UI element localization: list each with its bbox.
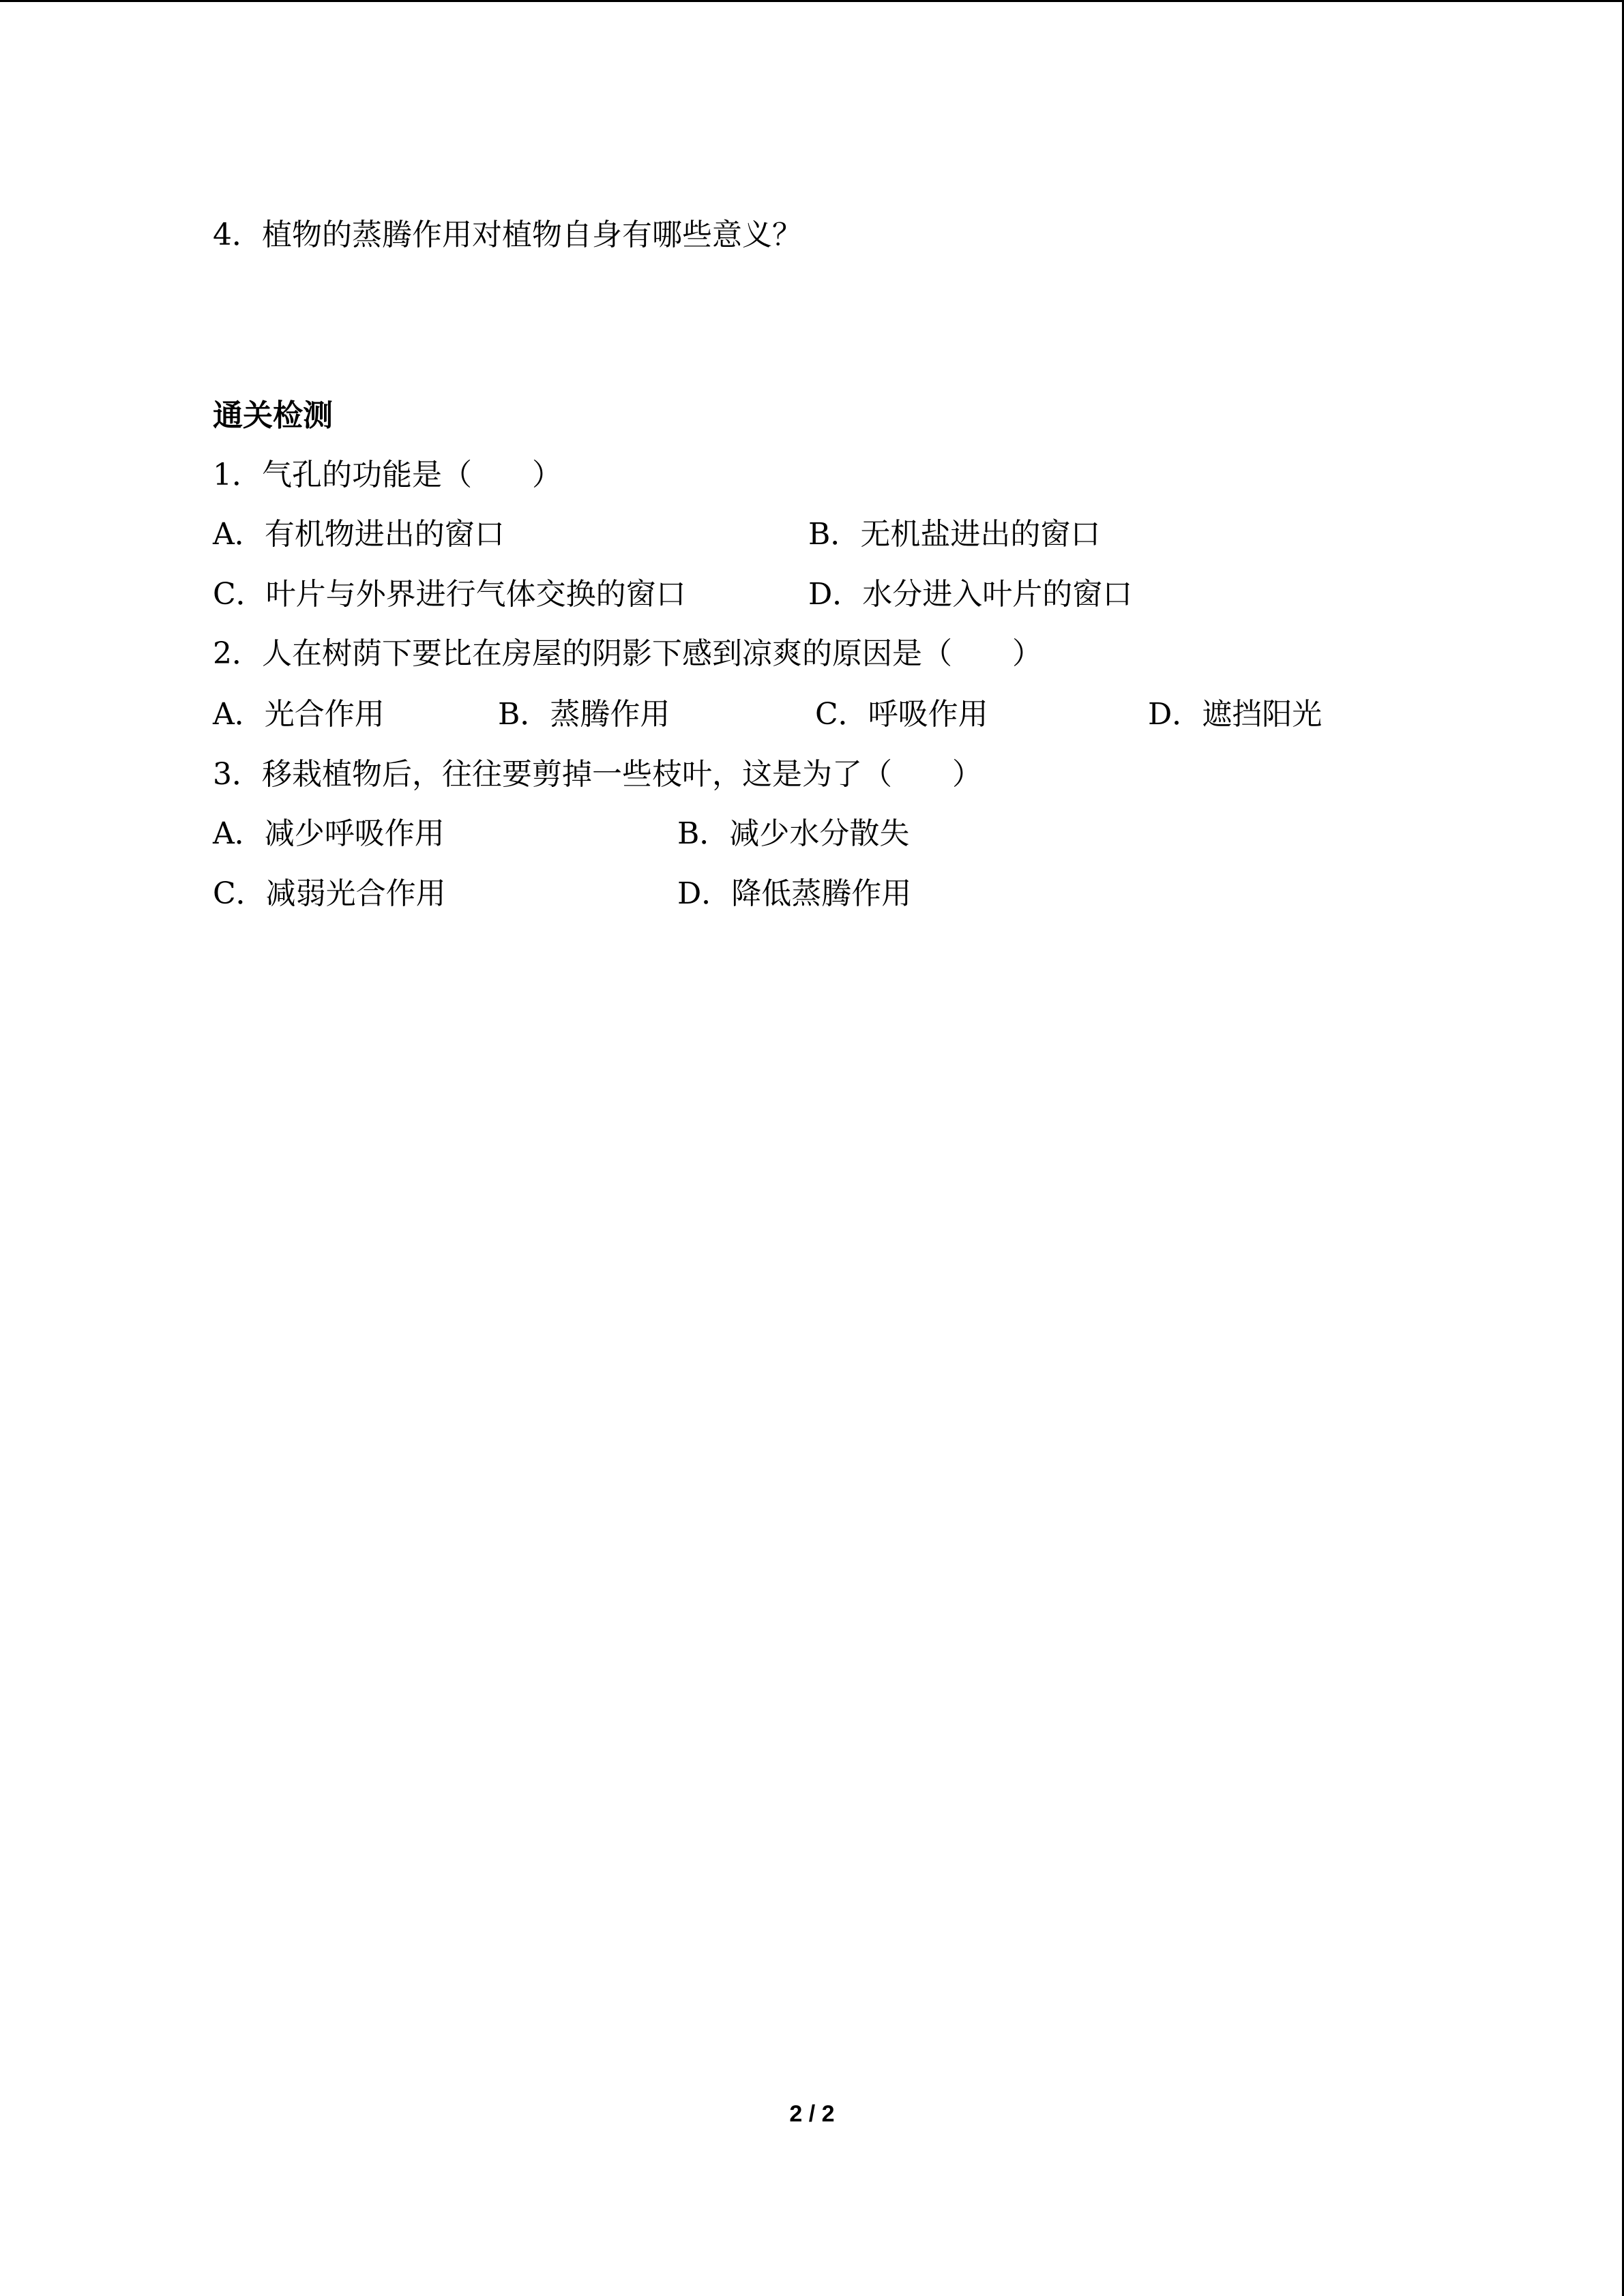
question-2-stem: 2．人在树荫下要比在房屋的阴影下感到凉爽的原因是（ ） — [213, 636, 1042, 671]
page-number: 2 / 2 — [789, 2101, 835, 2127]
question-2-option-c: C．呼吸作用 — [815, 697, 988, 732]
question-1-option-d: D．水分进入叶片的窗口 — [808, 577, 1133, 612]
question-1-stem: 1．气孔的功能是（ ） — [213, 458, 562, 492]
question-3-option-a: A．减少呼吸作用 — [213, 816, 445, 851]
question-2-option-b: B．蒸腾作用 — [498, 697, 670, 732]
question-4-text: 4．植物的蒸腾作用对植物自身有哪些意义？ — [213, 218, 802, 252]
question-1-option-a: A．有机物进出的窗口 — [213, 517, 505, 552]
question-3-option-c: C．减弱光合作用 — [213, 876, 446, 911]
section-title: 通关检测 — [213, 398, 333, 433]
question-1-option-b: B．无机盐进出的窗口 — [808, 517, 1101, 552]
question-2-option-d: D．遮挡阳光 — [1148, 697, 1323, 732]
page-top-border — [0, 0, 1624, 2]
question-2-option-a: A．光合作用 — [213, 697, 385, 732]
question-3-option-b: B．减少水分散失 — [677, 816, 910, 851]
question-1-option-c: C．叶片与外界进行气体交换的窗口 — [213, 577, 686, 612]
question-3-option-d: D．降低蒸腾作用 — [677, 876, 912, 911]
question-3-stem: 3．移栽植物后，往往要剪掉一些枝叶，这是为了（ ） — [213, 757, 982, 792]
